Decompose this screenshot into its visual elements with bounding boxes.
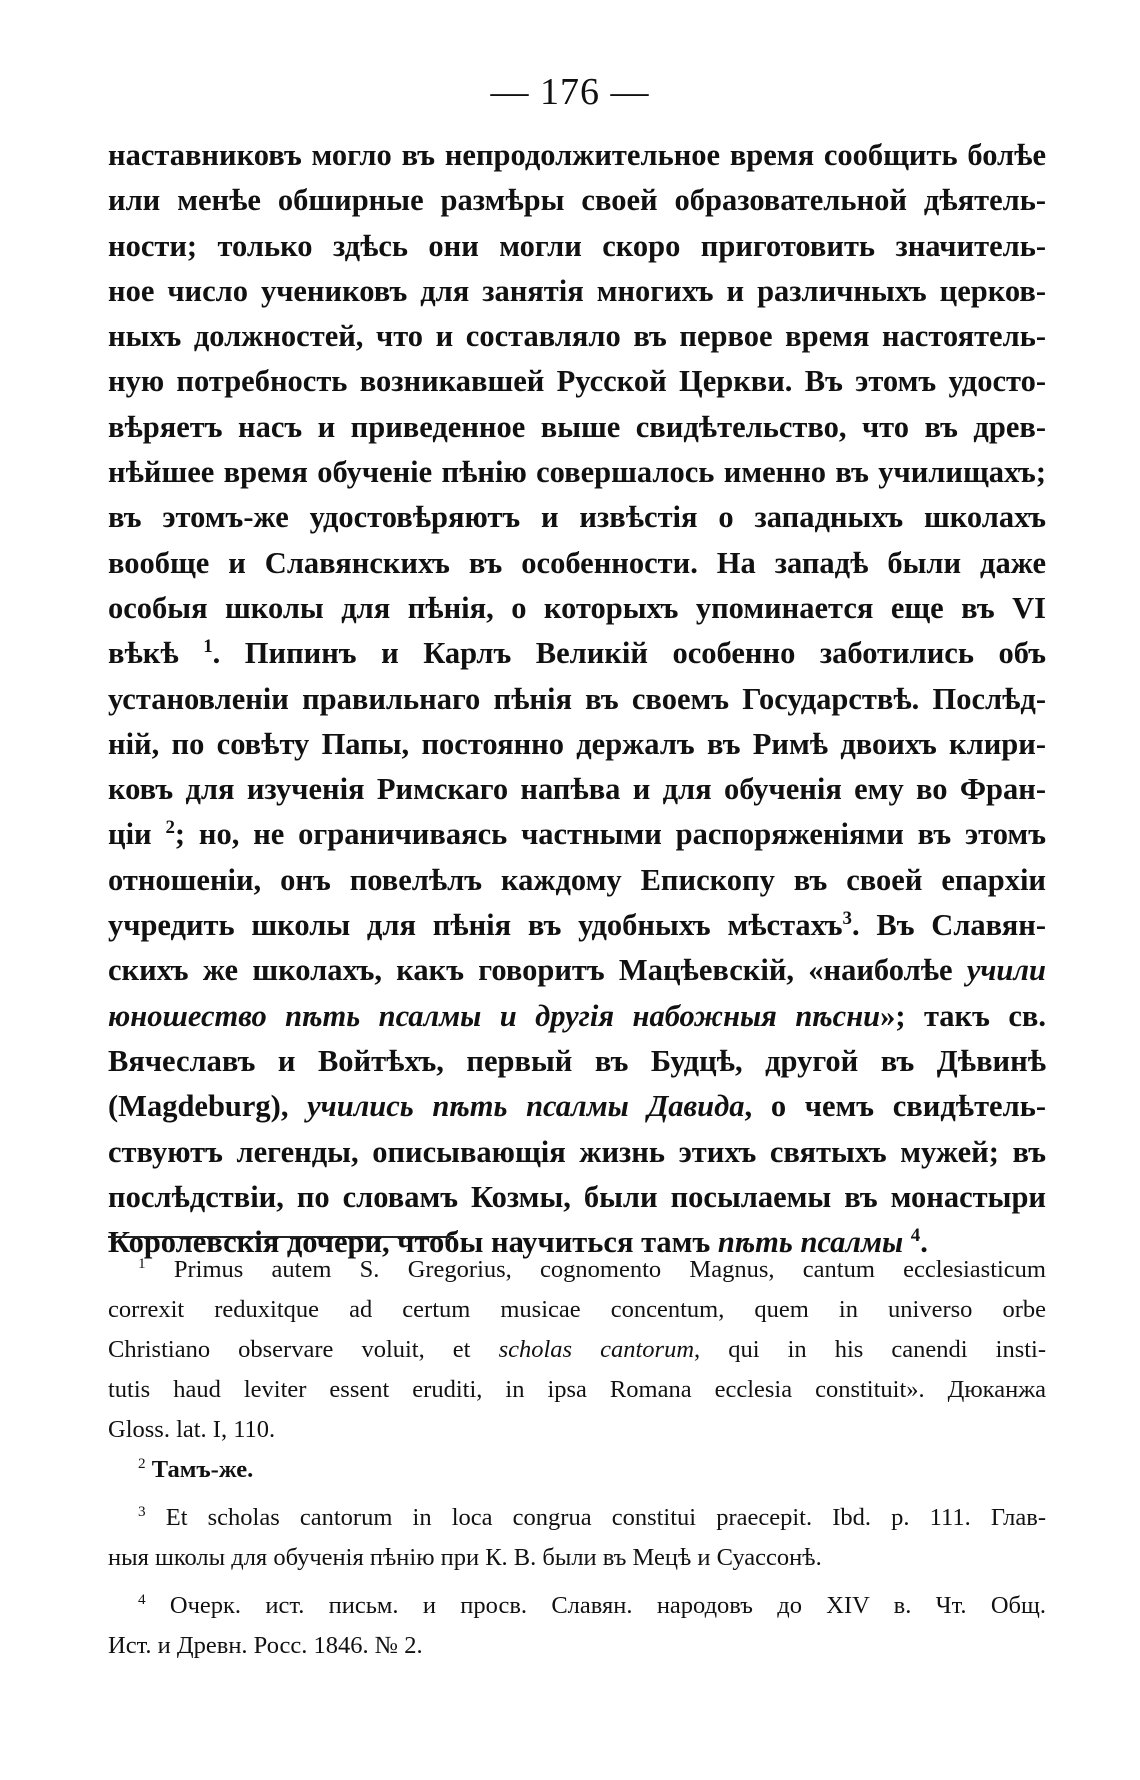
text-line [108,1130,1046,1175]
text-run: наставниковъ могло въ непродолжительное время сообщить болѣе [108,138,1046,172]
text-run: отношеніи, онъ повелѣлъ каждому Епископу въ своей епархіи [108,862,1046,897]
text-run: ствуютъ легенды, описывающія жизнь этихъ святыхъ мужей; въ [108,1134,1046,1169]
text-run: Primus autem S. Gregorius, cognomento Magnus, cantum ecclesiasticum [145,1256,1046,1283]
footnote-line [108,1586,1046,1626]
text-run: послѣдствіи, по словамъ Козмы, были посылаемы въ монастыри [108,1179,1046,1214]
footnotes [108,1250,1046,1666]
text-line [108,722,1046,767]
footnote-line [108,1330,1046,1370]
footnote-line [108,1538,1046,1578]
italic-text: пѣть псалмы [717,1225,904,1260]
text-line [108,1175,1046,1220]
text-run: Королевскія дочери, чтобы научиться тамъ [108,1225,718,1260]
text-run: учредить школы для пѣнія въ удобныхъ мѣстахъ [108,908,843,943]
text-run: ныя школы для обученія пѣнію при К. В. были въ Мецѣ и Суассонѣ. [108,1544,822,1571]
footnote-divider [108,1236,454,1238]
text-line [108,767,1046,812]
footnote-marker: 4 [910,1224,921,1246]
text-run: correxit reduxitque ad certum musicae concentum, quem in universo orbe [108,1296,1046,1323]
text-run: скихъ же школахъ, какъ говоритъ Мацѣевскій, «наиболѣе [108,953,967,988]
text-run: въ этомъ-же удостовѣряютъ и извѣстія о западныхъ школахъ [108,500,1046,535]
text-run: tutis haud leviter essent eruditi, in ipsa Romana ecclesia constituit». Дюканжа [108,1376,1046,1403]
text-run: вѣкѣ [108,636,204,671]
text-run: ; но, не ограничиваясь частными распоряженіями въ этомъ [174,817,1046,852]
text-run: Очерк. ист. письм. и просв. Славян. народовъ до XIV в. Чт. Общ. [145,1592,1046,1619]
text-line [108,586,1046,631]
text-run: , qui in his canendi insti- [694,1336,1046,1363]
footnote-marker: 2 [138,1454,146,1472]
text-line [108,903,1046,948]
text-run: Ист. и Древн. Росс. 1846. № 2. [108,1632,423,1659]
italic-text: учились пѣть псалмы Давида [307,1089,745,1124]
text-run: установленіи правильнаго пѣнія въ своемъ Государствѣ. Послѣд- [108,681,1046,716]
text-run: вообще и Славянскихъ въ особенности. На западѣ были даже [108,545,1046,580]
footnote-line [108,1250,1046,1290]
text-line [108,858,1046,903]
footnote-marker: 2 [165,817,175,839]
text-line [108,133,1046,178]
footnote-line [108,1290,1046,1330]
text-run: ныхъ должностей, что и составляло въ первое время настоятель- [108,319,1046,354]
text-run: ную потребность возникавшей Русской Церкви. Въ этомъ удосто- [108,364,1046,399]
text-line [108,677,1046,722]
footnote-line [108,1450,1046,1490]
text-run: ціи [108,817,166,852]
footnote-marker: 1 [138,1254,146,1272]
footnote-line [108,1626,1046,1666]
text-line [108,1039,1046,1084]
text-run: нѣйшее время обученіе пѣнію совершалось именно въ училищахъ; [108,455,1046,490]
text-line [108,178,1046,223]
text-run: ности; только здѣсь они могли скоро приготовить значитель- [108,228,1046,263]
footnote-line [108,1498,1046,1538]
text-run: Вячеславъ и Войтѣхъ, первый въ Будцѣ, другой въ Дѣвинѣ [108,1043,1046,1078]
text-run: вѣряетъ насъ и приведенное выше свидѣтельство, что въ древ- [108,409,1046,444]
text-line [108,812,1046,857]
text-line [108,359,1046,404]
text-run: ное число учениковъ для занятія многихъ и различныхъ церков- [108,273,1046,308]
italic-text: юношество пѣть псалмы и другія набожныя пѣсни [108,998,881,1033]
text-run: . Въ Славян- [852,908,1046,943]
text-line [108,994,1046,1039]
text-line [108,541,1046,586]
text-line [108,224,1046,269]
text-run: ковъ для изученія Римскаго напѣва и для обученія ему во Фран- [108,772,1046,807]
footnote-marker: 4 [138,1590,146,1608]
text-run: . [920,1225,928,1260]
text-line [108,631,1046,676]
text-run: »; такъ св. [880,998,1046,1033]
text-line [108,269,1046,314]
text-line [108,1084,1046,1129]
footnote-marker: 3 [138,1502,146,1520]
text-line [108,450,1046,495]
footnote-marker: 1 [203,636,213,658]
text-run: . Пипинъ и Карлъ Великій особенно заботились объ [212,636,1046,671]
footnote-marker: 3 [842,907,852,929]
italic-text: учили [966,953,1046,988]
text-line [108,495,1046,540]
page-number: — 176 — [490,71,650,113]
main-text [108,133,1046,1265]
text-run: Et scholas cantorum in loca congrua constitui praecepit. Ibd. p. 111. Глав- [145,1504,1046,1531]
footnote-line [108,1410,1046,1450]
text-line [108,314,1046,359]
text-run: Gloss. lat. I, 110. [108,1416,276,1443]
text-run: Тамъ-же. [145,1456,254,1483]
text-line [108,405,1046,450]
text-run: или менѣе обширные размѣры своей образовательной дѣятель- [108,183,1046,218]
italic-text: scholas cantorum [498,1336,695,1363]
text-run: , о чемъ свидѣтель- [744,1089,1046,1124]
text-run: (Magdeburg), [108,1089,308,1124]
text-run: ній, по совѣту Папы, постоянно держалъ въ Римѣ двоихъ клири- [108,726,1046,761]
text-run: особыя школы для пѣнія, о которыхъ упоминается еще въ VI [108,590,1046,625]
footnote-line [108,1370,1046,1410]
text-line [108,948,1046,993]
text-run: Christiano observare voluit, et [108,1336,499,1363]
